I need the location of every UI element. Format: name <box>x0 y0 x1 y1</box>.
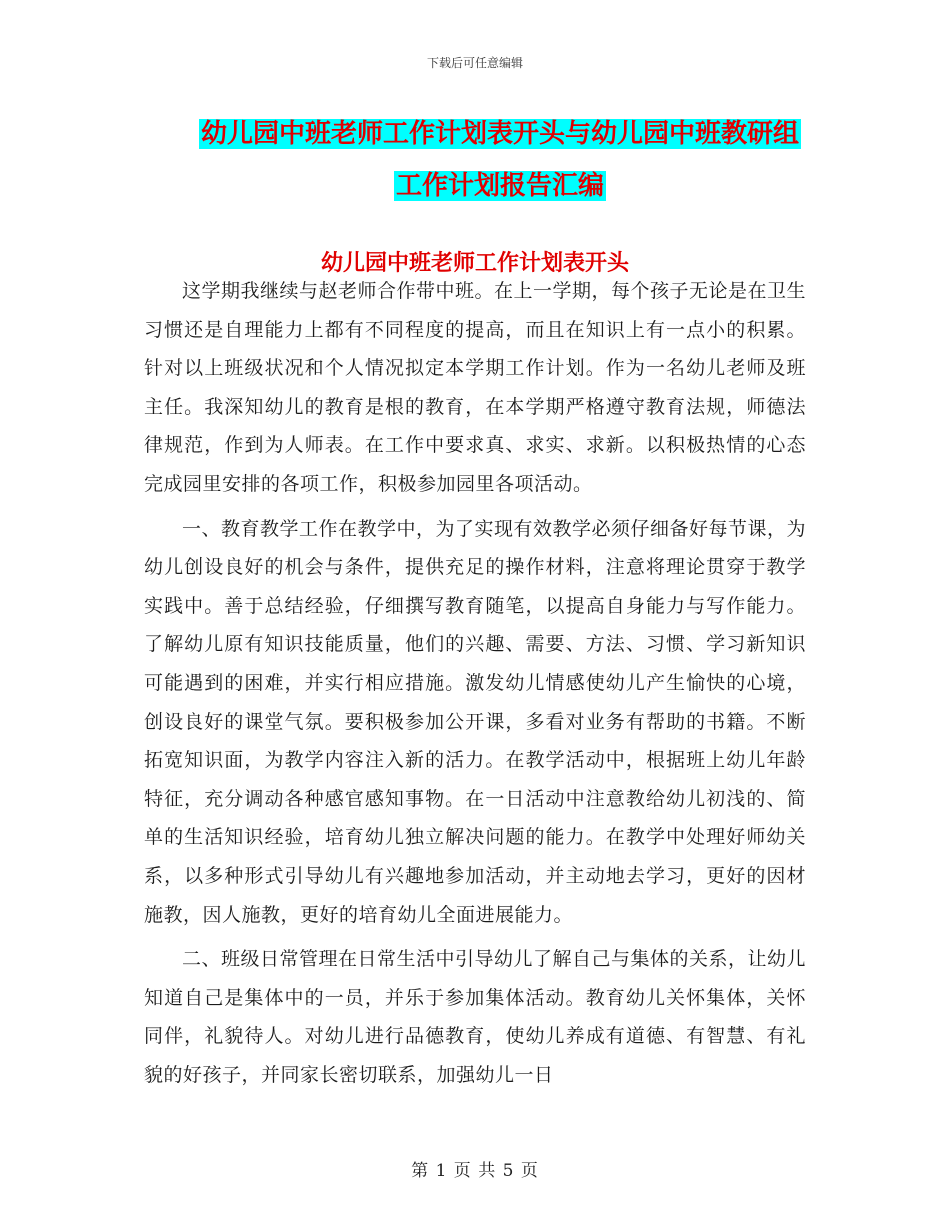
paragraph-teaching-work: 一、教育教学工作在教学中，为了实现有效教学必须仔细备好每节课，为幼儿创设良好的机会与条件，提供充足的操作材料，注意将理论贯穿于教学实践中。善于总结经验，仔细撰写教育随笔，以提高自身能力与写作能力。了解幼儿原有知识技能质量，他们的兴趣、需要、方法、习惯、学习新知识可能遇到的困难，并实行相应措施。激发幼儿情感使幼儿产生愉快的心境，创设良好的课堂气氛。要积极参加公开课，多看对业务有帮助的书籍。不断拓宽知识面，为教学内容注入新的活力。在教学活动中，根据班上幼儿年龄特征，充分调动各种感官感知事物。在一日活动中注意教给幼儿初浅的、简单的生活知识经验，培育幼儿独立解决问题的能力。在教学中处理好师幼关系，以多种形式引导幼儿有兴趣地参加活动，并主动地去学习，更好的因材施教，因人施教，更好的培育幼儿全面进展能力。 <box>144 517 807 926</box>
document-title-line-2: 工作计划报告汇编 <box>395 171 604 201</box>
section-title: 幼儿园中班老师工作计划表开头 <box>320 251 629 276</box>
document-title <box>190 108 810 212</box>
page-header-note: 下载后可任意编辑 <box>426 56 523 70</box>
paragraph-intro: 这学期我继续与赵老师合作带中班。在上一学期，每个孩子无论是在卫生习惯还是自理能力上都有不同程度的提高，而且在知识上有一点小的积累。针对以上班级状况和个人情况拟定本学期工作计划。作为一名幼儿老师及班主任。我深知幼儿的教育是根的教育，在本学期严格遵守教育法规，师德法律规范，作到为人师表。在工作中要求真、求实、求新。以积极热情的心态完成园里安排的各项工作，积极参加园里各项活动。 <box>144 280 807 495</box>
document-title-line-1: 幼儿园中班老师工作计划表开头与幼儿园中班教研组 <box>200 119 799 149</box>
page-number-footer: 第 1 页 共 5 页 <box>411 1161 539 1181</box>
paragraph-class-management: 二、班级日常管理在日常生活中引导幼儿了解自己与集体的关系，让幼儿知道自己是集体中的一员，并乐于参加集体活动。教育幼儿关怀集体，关怀同伴，礼貌待人。对幼儿进行品德教育，使幼儿养成有道德、有智慧、有礼貌的好孩子，并同家长密切联系，加强幼儿一日 <box>144 948 807 1086</box>
document-body <box>144 272 806 1094</box>
